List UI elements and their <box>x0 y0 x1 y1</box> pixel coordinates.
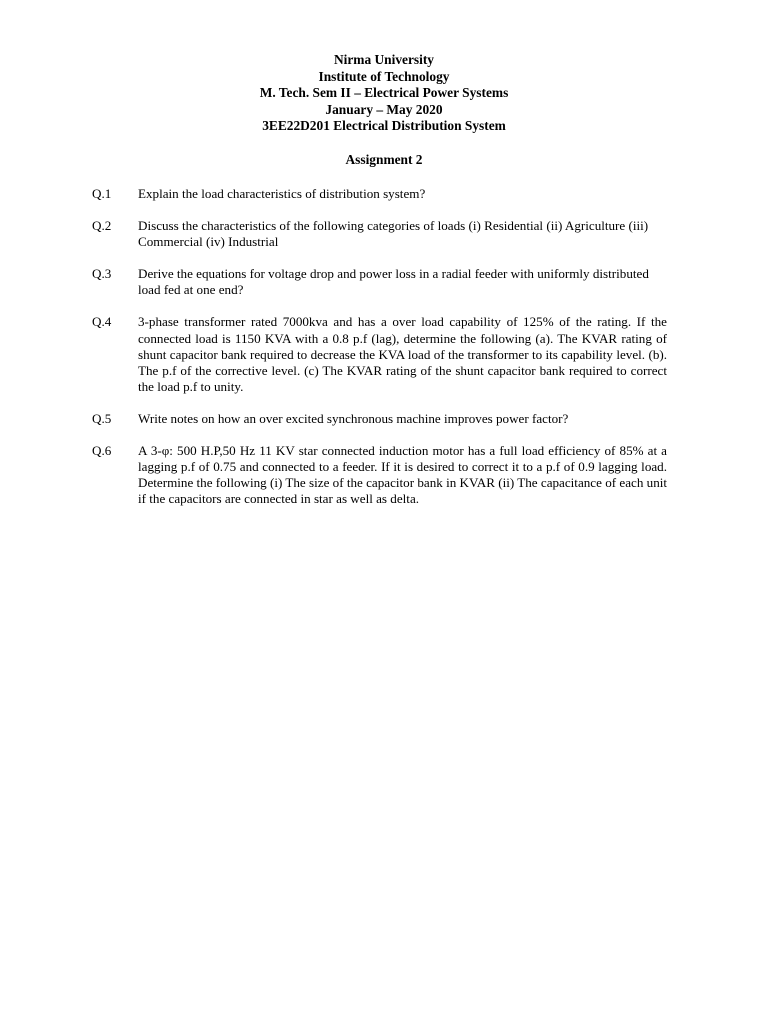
question-text: Write notes on how an over excited synchronous machine improves power factor? <box>138 410 569 426</box>
question-text: Explain the load characteristics of distribution system? <box>138 186 426 201</box>
question-item <box>92 266 667 298</box>
question-text: Derive the equations for voltage drop and power loss in a radial feeder with uniformly distributed load fed at one end? <box>138 266 649 298</box>
assignment-title: Assignment 2 <box>345 152 423 167</box>
question-item <box>92 314 667 394</box>
program-name: M. Tech. Sem II – Electrical Power Systems <box>259 85 509 101</box>
document-header <box>0 52 768 135</box>
question-number: Q.5 <box>92 410 112 426</box>
question-list <box>92 186 667 523</box>
question-text: A 3-φ: 500 H.P,50 Hz 11 KV star connected induction motor has a full load efficiency of 85% at a lagging p.f of 0.75 and connected to a feeder. If it is desired to correct it to a p.f of 0.9 lagging load. Determine the following (i) The size of the capacitor bank in KVAR (ii) The capacitance of each unit if the capacitors are connected in star as well as delta. <box>138 443 668 507</box>
question-text: Discuss the characteristics of the following categories of loads (i) Residential (ii) Agriculture (iii) Commercial (iv) Industrial <box>138 218 649 250</box>
question-item <box>92 218 667 250</box>
term-dates: January – May 2020 <box>325 101 443 117</box>
question-number: Q.1 <box>92 186 112 201</box>
question-text: 3-phase transformer rated 7000kva and has a over load capability of 125% of the rating. If the connected load is 1150 KVA with a 0.8 p.f (lag), determine the following (a). The KVAR rating of shunt capacitor bank required to decrease the KVA load of the transformer to its capability level. (b). The p.f of the corrective level. (c) The KVAR rating of the shunt capacitor bank required to correct the load p.f to unity. <box>138 314 667 394</box>
question-item <box>92 186 667 202</box>
question-number: Q.3 <box>92 266 112 282</box>
question-number: Q.6 <box>92 443 112 459</box>
institute-name: Institute of Technology <box>318 68 450 84</box>
question-number: Q.4 <box>92 314 112 330</box>
question-number: Q.2 <box>92 218 112 234</box>
university-name: Nirma University <box>333 52 435 67</box>
question-item <box>92 411 667 427</box>
question-item <box>92 443 667 507</box>
course-title: 3EE22D201 Electrical Distribution System <box>262 118 506 134</box>
